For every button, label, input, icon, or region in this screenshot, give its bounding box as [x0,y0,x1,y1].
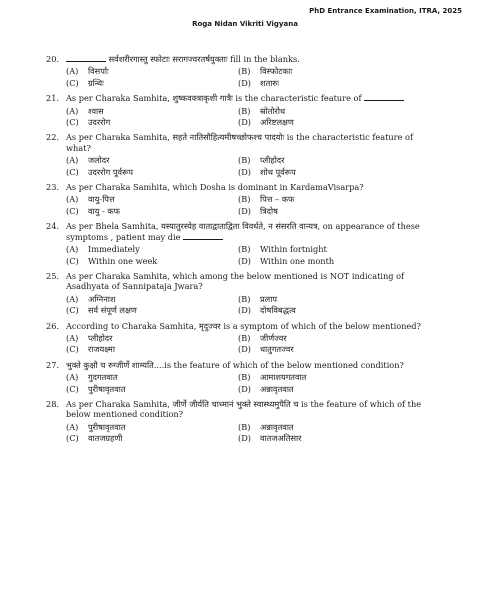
option-c [66,305,238,315]
option-label: (D) [238,305,251,316]
option-label: (D) [238,344,251,355]
question-number: 25. [46,270,60,281]
question-27 [0,360,490,394]
option-text: विसर्पाः [88,66,109,77]
question-number: 26. [46,320,60,331]
option-c [66,167,238,177]
option-a [66,244,238,254]
option-label: (C) [66,205,79,216]
question-number: 27. [46,359,60,370]
question-text [66,271,428,292]
options-grid [66,66,450,88]
option-label: (A) [66,155,79,166]
options-grid [66,372,450,394]
question-28 [0,399,490,444]
option-label: (B) [238,194,251,205]
options-grid [66,194,450,216]
option-b [238,333,450,343]
options-grid [66,294,450,316]
option-text: शोथ पूर्वरूप [260,166,296,177]
question-text-part: As per Charaka Samhita, शुष्कवक्त्राकृशी गात्रैः is the characteristic feature of [66,93,365,104]
subject-title: Roga Nidan Vikriti Vigyana [192,20,298,28]
question-number: 28. [46,398,60,409]
question-text-part: भुक्ते कुक्षौ च रुग्जीर्णे शाम्यति....is the feature of which of the below mentioned condition? [66,359,404,370]
option-text: पुरीषावृतवात [88,421,126,432]
question-26 [0,321,490,355]
option-c [66,256,238,266]
fill-blank [183,232,223,240]
option-b [238,155,450,165]
option-d [238,117,450,127]
option-d [238,344,450,354]
option-label: (B) [238,155,251,166]
option-label: (C) [66,117,79,128]
option-label: (A) [66,421,79,432]
question-text [66,360,428,370]
option-text: त्रिदोष [260,205,278,216]
option-text: राजयक्ष्मा [88,344,115,355]
question-number: 24. [46,221,60,232]
option-d [238,256,450,266]
option-label: (D) [238,433,251,444]
option-label: (C) [66,383,79,394]
question-text-part: As per Bhela Samhita, यस्यातुरस्येह वाताद्वाताद्विता विवर्धते, न संसरति वान्यत्र, on appearance of these symptoms , patient may die [66,221,420,242]
option-label: (D) [238,117,251,128]
option-d [238,384,450,394]
question-number: 23. [46,182,60,193]
option-text: Within fortnight [260,244,327,255]
option-label: (D) [238,166,251,177]
option-label: (B) [238,293,251,304]
question-20 [0,54,490,88]
option-text: अन्नावृतवात [260,383,294,394]
option-label: (A) [66,194,79,205]
option-text: विस्फोटकाः [260,66,293,77]
option-a [66,66,238,76]
option-d [238,206,450,216]
options-grid [66,155,450,177]
option-label: (B) [238,66,251,77]
option-label: (A) [66,372,79,383]
option-label: (A) [66,332,79,343]
question-21 [0,93,490,127]
option-d [238,78,450,88]
option-a [66,422,238,432]
question-text [66,399,428,420]
option-text: Within one month [260,255,335,266]
option-text: वायु - कफ [88,205,120,216]
fill-blank [364,93,404,101]
question-text [66,182,428,192]
question-text [66,221,428,242]
option-b [238,106,450,116]
option-a [66,106,238,116]
fill-blank [66,54,106,62]
option-a [66,372,238,382]
option-text: सर्व संपूर्ण लक्षण [88,305,137,316]
option-d [238,433,450,443]
option-label: (C) [66,305,79,316]
option-a [66,294,238,304]
option-label: (A) [66,66,79,77]
question-text [66,54,428,64]
option-label: (C) [66,77,79,88]
option-text: Immediately [88,244,140,255]
question-text-part: सर्वशरीरगास्तु स्फोटाः सरागज्वरतर्षयुक्ताः fill in the blanks. [106,54,300,64]
option-label: (B) [238,332,251,343]
options-grid [66,422,450,444]
option-text: प्लीहोदर [260,155,285,166]
option-c [66,117,238,127]
option-b [238,372,450,382]
question-text [66,93,428,103]
option-c [66,433,238,443]
question-text-part: According to Charaka Samhita, मृदुज्वर is a symptom of which of the below mentioned? [66,320,421,331]
option-text: शतारुः [260,77,279,88]
option-text: Within one week [88,255,158,266]
option-c [66,384,238,394]
option-b [238,244,450,254]
option-text: आमाशयगतवात [260,372,307,383]
option-label: (C) [66,255,79,266]
option-text: अन्नावृतवात [260,421,294,432]
option-a [66,155,238,165]
option-label: (A) [66,105,79,116]
option-c [66,78,238,88]
question-text-part: As per Charaka Samhita, which Dosha is dominant in KardamaVisarpa? [66,182,364,193]
option-c [66,206,238,216]
option-label: (A) [66,293,79,304]
option-label: (B) [238,372,251,383]
option-label: (C) [66,166,79,177]
option-label: (D) [238,383,251,394]
option-text: जीर्णज्वर [260,332,287,343]
question-24 [0,221,490,266]
option-label: (D) [238,77,251,88]
question-text [66,321,428,331]
option-text: अरिष्टलक्षण [260,117,294,128]
question-22 [0,132,490,177]
option-label: (B) [238,421,251,432]
question-text-part: As per Charaka Samhita, जीर्णे जीर्यति चाध्मानं भुक्ते स्वास्थ्यमुपैति च is the feature of which of the below mentioned condition? [66,398,422,420]
question-text [66,132,428,153]
options-grid [66,333,450,355]
option-text: प्लीहोदर [88,332,113,343]
option-a [66,194,238,204]
option-label: (C) [66,433,79,444]
option-label: (C) [66,344,79,355]
options-grid [66,244,450,266]
question-number: 20. [46,54,60,64]
option-b [238,422,450,432]
option-text: अग्निनाश [88,293,116,304]
option-text: जलोदर [88,155,110,166]
option-b [238,194,450,204]
option-text: गुदगतवात [88,372,118,383]
option-d [238,167,450,177]
option-d [238,305,450,315]
option-label: (D) [238,205,251,216]
option-text: प्रलाप [260,293,277,304]
option-text: उदररोग [88,117,111,128]
question-number: 22. [46,132,60,143]
question-list [0,54,490,449]
option-text: ग्रन्थिः [88,77,104,88]
option-text: धातुगतज्वर [260,344,294,355]
option-text: वातजअतिसार [260,433,302,444]
question-25 [0,271,490,316]
question-text-part: As per Charaka Samhita, which among the below mentioned is NOT indicating of Asadhyata of Sannipataja Jwara? [66,270,405,292]
option-text: वायु-पित्त [88,194,115,205]
option-label: (B) [238,244,251,255]
question-23 [0,182,490,216]
option-c [66,344,238,354]
option-label: (B) [238,105,251,116]
option-b [238,66,450,76]
option-label: (A) [66,244,79,255]
option-text: पुरीषावृतवात [88,383,126,394]
option-text: श्वास [88,105,104,116]
option-a [66,333,238,343]
option-text: स्रोतोरोध [260,105,286,116]
question-number: 21. [46,93,60,104]
option-text: वातजग्रहणी [88,433,123,444]
option-b [238,294,450,304]
option-text: उदररोग पूर्वरूप [88,166,134,177]
option-text: पित्त – कफ [260,194,295,205]
options-grid [66,106,450,128]
question-text-part: As per Charaka Samhita, सहते नातिसौहित्यमीषच्छोफश्च पादयोः is the characteristic feature of what? [66,132,413,153]
option-label: (D) [238,255,251,266]
option-text: दोषविबद्धत्व [260,305,296,316]
exam-title: PhD Entrance Examination, ITRA, 2025 [309,7,462,15]
